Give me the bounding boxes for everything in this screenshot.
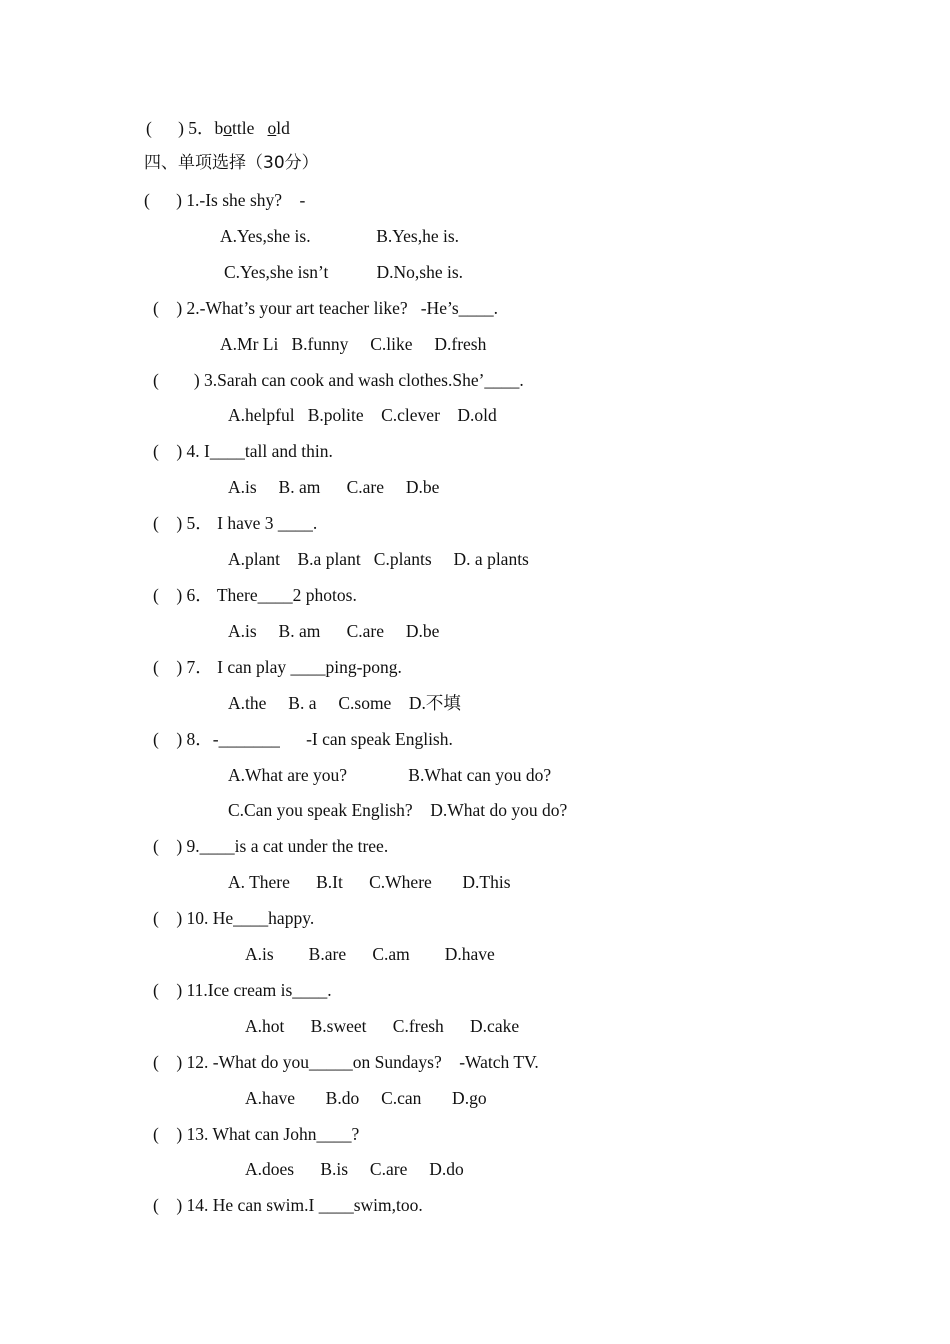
section-heading: 四、单项选择（30分）	[144, 153, 319, 173]
question-7: ( ) 7． I can play ____ping-pong.	[153, 657, 402, 677]
question-12: ( ) 12. -What do you_____on Sundays? -Watch TV.	[153, 1052, 539, 1072]
question-13-options: A.does B.is C.are D.do	[245, 1159, 464, 1179]
question-7-options: A.the B. a C.some D.不填	[228, 693, 461, 713]
question-1: ( ) 1.-Is she shy? -	[144, 190, 306, 210]
question-5: ( ) 5． I have 3 ____.	[153, 513, 318, 533]
question-2: ( ) 2.-What’s your art teacher like? -He’s____.	[153, 298, 499, 318]
question-14: ( ) 14. He can swim.I ____swim,too.	[153, 1195, 423, 1215]
question-9: ( ) 9.____is a cat under the tree.	[153, 836, 389, 856]
word-old: old	[267, 118, 290, 138]
question-11-options: A.hot B.sweet C.fresh D.cake	[245, 1016, 520, 1036]
question-1-options-2: C.Yes,she isn’t D.No,she is.	[224, 262, 464, 282]
question-6-options: A.is B. am C.are D.be	[228, 621, 440, 641]
question-4-options: A.is B. am C.are D.be	[228, 477, 440, 497]
question-12-options: A.have B.do C.can D.go	[245, 1088, 487, 1108]
question-4: ( ) 4. I____tall and thin.	[153, 441, 333, 461]
question-8-options-1: A.What are you? B.What can you do?	[228, 765, 552, 785]
question-10: ( ) 10. He____happy.	[153, 908, 315, 928]
question-11: ( ) 11.Ice cream is____.	[153, 980, 332, 1000]
question-2-options: A.Mr Li B.funny C.like D.fresh	[220, 334, 487, 354]
question-number: ( ) 5．	[146, 118, 215, 138]
question-6: ( ) 6． There____2 photos.	[153, 585, 357, 605]
question-5-options: A.plant B.a plant C.plants D. a plants	[228, 549, 529, 569]
question-10-options: A.is B.are C.am D.have	[245, 944, 495, 964]
question-8: ( ) 8．-_______ -I can speak English.	[153, 729, 453, 749]
question-13: ( ) 13. What can John____?	[153, 1124, 360, 1144]
question-8-options-2: C.Can you speak English? D.What do you do?	[228, 800, 568, 820]
question-3: ( ) 3.Sarah can cook and wash clothes.She’____.	[153, 370, 524, 390]
question-9-options: A. There B.It C.Where D.This	[228, 872, 511, 892]
prev-question-5	[146, 117, 290, 139]
question-3-options: A.helpful B.polite C.clever D.old	[228, 405, 497, 425]
question-1-options-1: A.Yes,she is. B.Yes,he is.	[220, 226, 460, 246]
word-bottle: bottle	[214, 118, 255, 138]
